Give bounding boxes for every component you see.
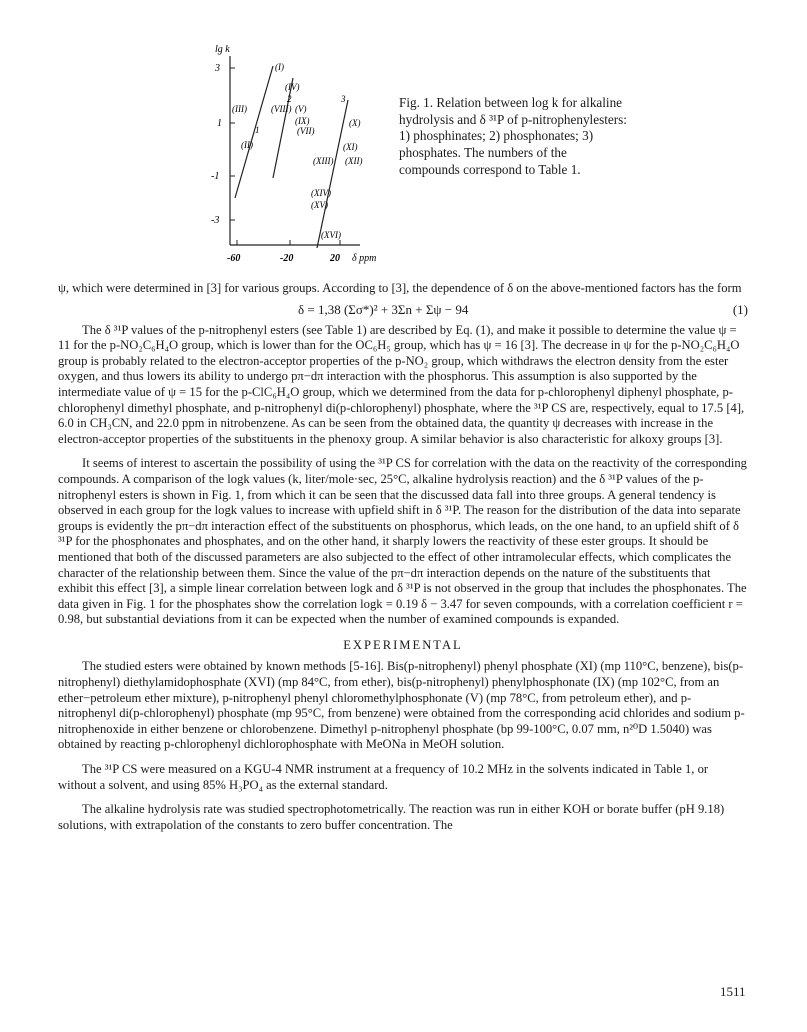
series-line-2 [273,78,293,178]
figure-1 [195,38,415,273]
paragraph: ψ, which were determined in [3] for various groups. According to [3], the dependence of δ on the above-mentioned factors has the form [58,281,742,295]
equation-formula: δ = 1,38 (Σσ*)² + 3Σn + Σψ − 94 [298,301,469,317]
point-label: (IV) [285,82,300,92]
point-label: (VIII) [271,104,292,114]
y-tick-label: 1 [217,118,222,129]
equation-1 [58,297,748,323]
point-label: (XIII) [313,156,334,166]
point-label: (V) [295,104,307,114]
paragraph: The alkaline hydrolysis rate was studied spectrophotometrically. The reaction was run in either KOH or borate buffer (pH 9.18) solutions, with extrapolation of the constants to zero buffer concentration. The [58,802,725,832]
series-line-3 [317,100,348,248]
point-label: (XV) [311,200,328,210]
point-label: (VII) [297,126,315,136]
point-label: (IX) [295,116,310,126]
paragraph: It seems of interest to ascertain the possibility of using the ³¹P CS for correlation with the data on the reactivity of the corresponding compounds. A comparison of the logk values (k, liter/mole·sec, 25°C, alkaline hydrolysis reaction) and the δ ³¹P values of the p-nitrophenyl esters is shown in Fig. 1, from which it can be seen that the discussed data fall into three groups. A general tendency is observed in each group for the logk values to increase with upfield shift in δ ³¹P. The reason for the distribution of the data into separate groups is evidently the pπ−dπ interaction effect of the substituents on phosphorus, which leads, on the one hand, to an upfield shift of δ ³¹P for the phosphonates and phosphates, and on the other hand, it sharply lowers the reactivity of these ester groups. It should be mentioned that both of the discussed parameters are also subjected to the effect of other intramolecular effects, which complicates the character of the relationship between them. Since the value of the pπ−dπ interaction depends on the nature of the substituents that exhibit this effect [3], a simple linear correlation between logk and δ ³¹P is not observed in the group that includes the phosphonates. The data given in Fig. 1 for the phosphates show the correlation logk = 0.19 δ − 3.47 for seven compounds, with a correlation coefficient r = 0.98, but substantial deviations from it can be expected when the number of examined compounds is expanded. [58,456,747,627]
point-label: (XI) [343,142,358,152]
y-tick-label: 3 [215,63,220,74]
figure-plot [195,38,415,273]
y-tick-label: -3 [211,215,220,226]
point-label: (XVI) [321,230,341,240]
x-axis-label: δ ppm [352,253,377,264]
y-axis-label: lg k [215,44,230,55]
y-tick-label: -1 [211,171,220,182]
equation-number: (1) [732,301,748,317]
page-number: 1511 [720,984,746,999]
point-label: (XIV) [311,188,331,198]
x-tick-label: 20 [330,253,340,264]
paragraph: The studied esters were obtained by known methods [5-16]. Bis(p-nitrophenyl) phenyl phosphate (XI) (mp 110°C, benzene), bis(p-nitrophenyl) diethylamidophosphate (XVI) (mp 84°C, from ether), bis(p-nitrophenyl) phenylphosphonate (IX) (mp 102°C, from an ether−petroleum ether mixture), p-nitrophenyl phenyl chloromethylphosphonate (V) (mp 78°C, from petroleum ether), and p-nitrophenyl di(p-chlorophenyl) phosphate (mp 95°C, from benzene) were obtained from the corresponding acid chlorides and sodium p-nitrophenoxide in either benzene or chlorobenzene. Dimethyl p-nitrophenyl phosphate (bp 99-100°C, 0.07 mm, n²⁰D 1.5040) was obtained by reacting p-chlorophenyl dichlorophosphate with MeONa in MeOH solution. [58,659,745,752]
series-label-1: 1 [255,125,260,135]
x-tick-label: -20 [280,253,294,264]
figure-caption: Fig. 1. Relation between log k for alkaline hydrolysis and δ ³¹P of p-nitrophenylesters: 1) phosphinates; 2) phosphonates; 3) phosphates. The numbers of the compounds correspond to Table 1. [399,95,627,177]
point-label: (II) [241,140,253,150]
section-heading: EXPERIMENTAL [343,637,463,652]
series-line-1 [235,66,273,198]
point-label: (I) [275,62,284,72]
series-label-2: 2 [287,94,292,104]
point-label: (III) [232,104,247,114]
point-label: (X) [349,118,361,128]
series-label-3: 3 [341,94,346,104]
point-label: (XII) [345,156,363,166]
paragraph: The ³¹P CS were measured on a KGU-4 NMR instrument at a frequency of 10.2 MHz in the solvents indicated in Table 1, or without a solvent, and using 85% H₃PO₄ as the external standard. [58,762,709,792]
x-tick-label: -60 [227,253,241,264]
paragraph: The δ ³¹P values of the p-nitrophenyl esters (see Table 1) are described by Eq. (1), and make it possible to determine the value ψ = 11 for the p-NO₂C₆H₄O group, which is lower than for the OC₆H₅ group, which has ψ = 16 [3]. The decrease in ψ for the p-NO₂C₆H₄O group is probably related to the electron-acceptor properties of the p-NO₂ group, which withdraws the electron density from the ester oxygen, and thus lowers its ability to undergo pπ−dπ interaction with the phosphorus. This assumption is also supported by the intermediate value of ψ = 15 for the p-ClC₆H₄O group, which we determined from the data for p-chlorophenyl diphenyl phosphate, p-chlorophenyl dimethyl phosphate, and p-nitrophenyl di(p-chlorophenyl) phosphate, where the ³¹P CS are, respectively, equal to 17.5 [4], 6.0 in CH₃CN, and 22.0 ppm in nitrobenzene. As can be seen from the obtained data, the quantity ψ decreases with increase in the electron-acceptor properties of the substituents in the phenoxy group. A similar behavior is also characteristic for alkoxy groups [3]. [58,322,745,446]
article-body [58,281,748,833]
